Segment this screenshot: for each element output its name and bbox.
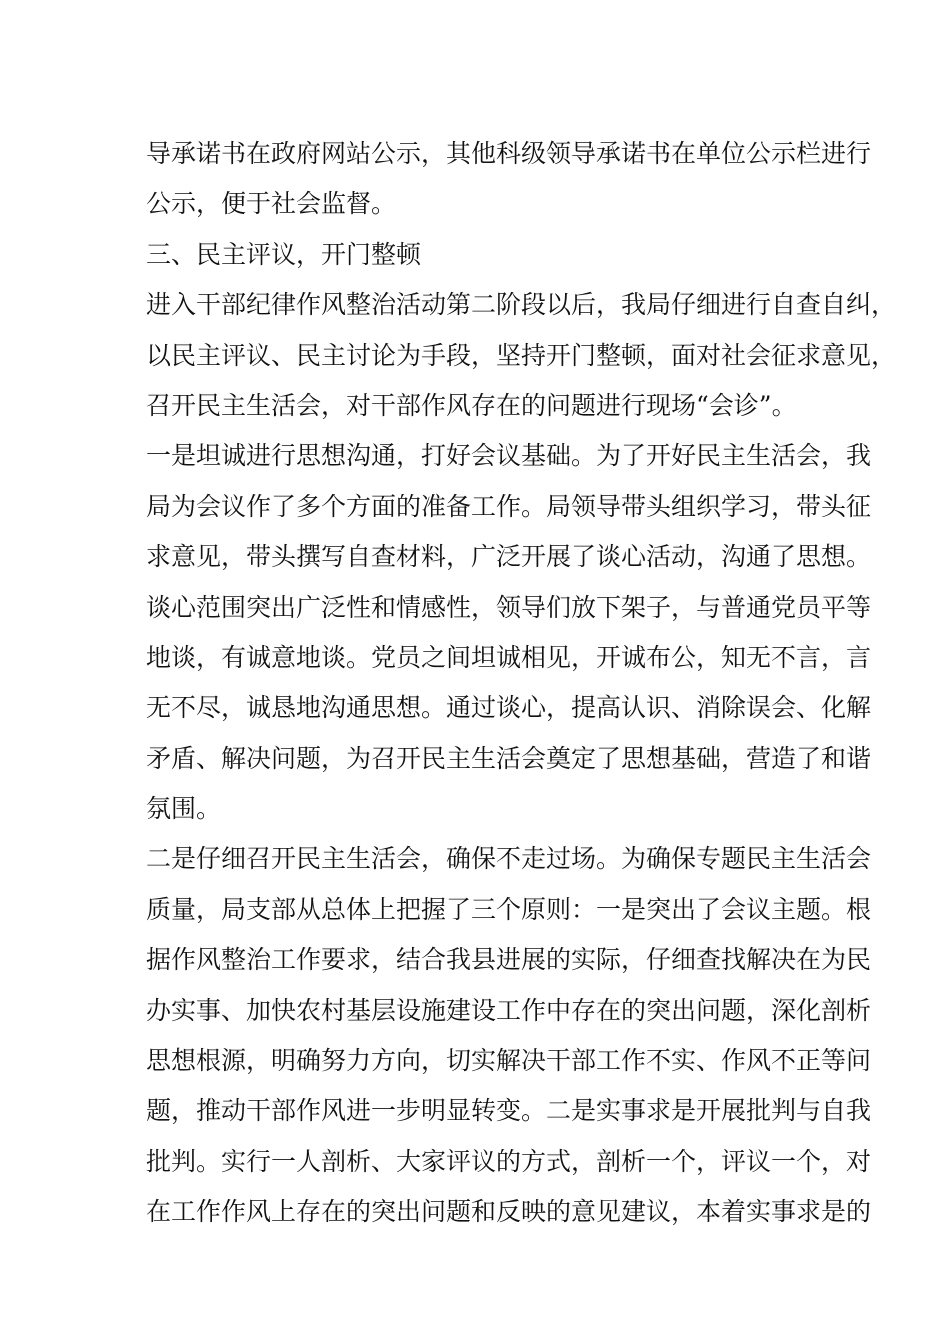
text-line: 无不尽，诚恳地沟通思想。通过谈心，提高认识、消除误会、化解 [146, 693, 872, 723]
text-line: 进入干部纪律作风整治活动第二阶段以后，我局仔细进行自查自纠， [146, 290, 897, 320]
text-line: 思想根源，明确努力方向，切实解决干部工作不实、作风不正等问 [146, 1046, 872, 1076]
text-line: 办实事、加快农村基层设施建设工作中存在的突出问题，深化剖析 [146, 995, 872, 1025]
text-line: 质量，局支部从总体上把握了三个原则：一是突出了会议主题。根 [146, 894, 872, 924]
text-line: 召开民主生活会，对干部作风存在的问题进行现场“会诊”。 [146, 390, 797, 420]
section-heading: 三、民主评议，开门整顿 [146, 239, 422, 269]
text-line: 局为会议作了多个方面的准备工作。局领导带头组织学习，带头征 [146, 491, 872, 521]
text-line: 以民主评议、民主讨论为手段，坚持开门整顿，面对社会征求意见， [146, 340, 897, 370]
text-line: 公示，便于社会监督。 [146, 189, 397, 219]
text-line: 求意见，带头撰写自查材料，广泛开展了谈心活动，沟通了思想。 [146, 542, 872, 572]
text-line: 地谈，有诚意地谈。党员之间坦诚相见，开诚布公，知无不言，言 [146, 642, 872, 672]
text-line: 在工作作风上存在的突出问题和反映的意见建议，本着实事求是的 [146, 1197, 872, 1227]
text-line: 批判。实行一人剖析、大家评议的方式，剖析一个，评议一个，对 [146, 1146, 872, 1176]
text-line: 谈心范围突出广泛性和情感性，领导们放下架子，与普通党员平等 [146, 592, 872, 622]
text-line: 题，推动干部作风进一步明显转变。二是实事求是开展批判与自我 [146, 1096, 872, 1126]
text-line: 氛围。 [146, 794, 222, 824]
text-line: 导承诺书在政府网站公示，其他科级领导承诺书在单位公示栏进行 [146, 139, 872, 168]
document-body [146, 129, 897, 1238]
text-line: 一是坦诚进行思想沟通，打好会议基础。为了开好民主生活会，我 [146, 441, 872, 471]
text-line: 据作风整治工作要求，结合我县进展的实际，仔细查找解决在为民 [146, 945, 872, 975]
text-line: 矛盾、解决问题，为召开民主生活会奠定了思想基础，营造了和谐 [146, 743, 872, 773]
text-line: 二是仔细召开民主生活会，确保不走过场。为确保专题民主生活会 [146, 844, 872, 874]
